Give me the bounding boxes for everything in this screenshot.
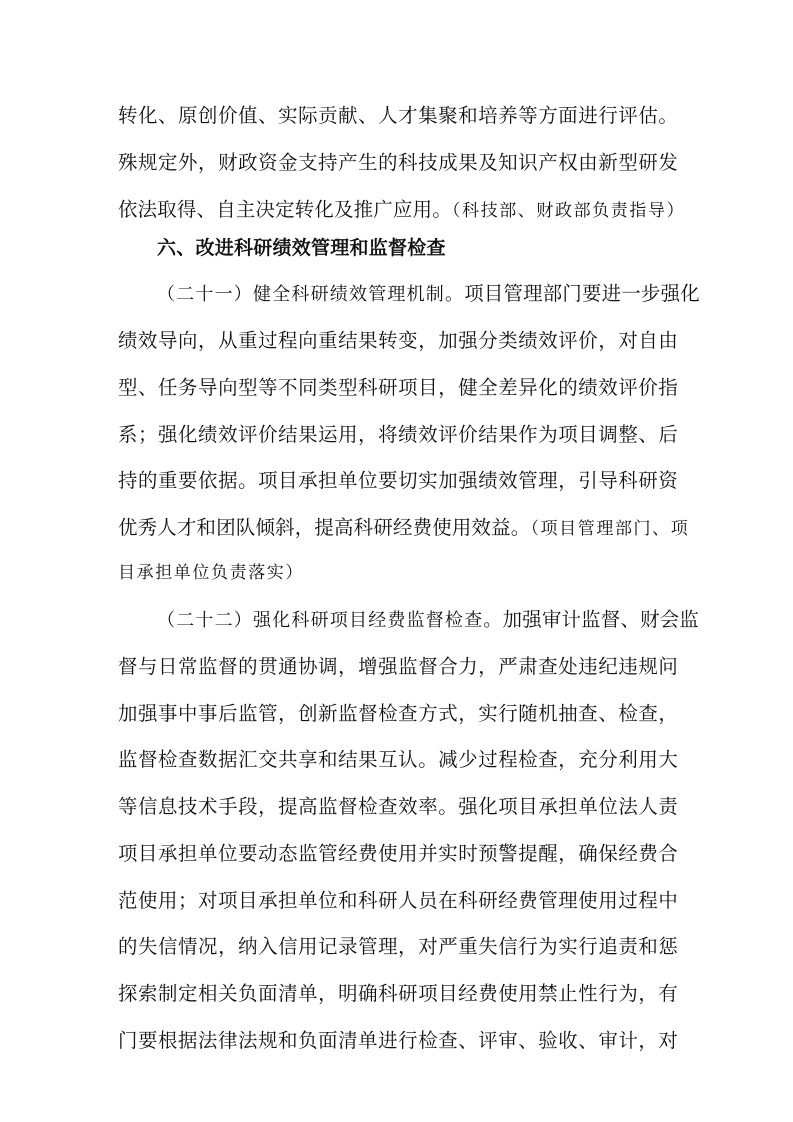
responsibility-note: （科技部、财政部负责指导）	[451, 201, 686, 221]
paragraph-text: 加强审计监督、财会监	[502, 608, 700, 631]
paragraph-line: 绩效导向，从重过程向重结果转变，加强分类绩效评价，对自由	[118, 329, 678, 352]
clause-title: （二十二）强化科研项目经费监督检查。	[157, 610, 503, 631]
paragraph-line: 督与日常监督的贯通协调，增强监督合力，严肃查处违纪违规问	[118, 655, 678, 678]
paragraph-line: 加强事中事后监管，创新监督检查方式，实行随机抽查、检查，	[118, 702, 678, 725]
clause-title: （二十一）健全科研绩效管理机制。	[157, 284, 465, 305]
paragraph-text: 项目管理部门要进一步强化	[464, 282, 700, 305]
paragraph-line: 的失信情况，纳入信用记录管理，对严重失信行为实行追责和惩	[118, 935, 678, 958]
paragraph-line: 门要根据法律法规和负面清单进行检查、评审、验收、审计，对	[118, 1029, 678, 1052]
paragraph-text: 优秀人才和团队倾斜，提高科研经费使用效益。	[118, 516, 531, 539]
paragraph-line: 持的重要依据。项目承担单位要切实加强绩效管理，引导科研资	[118, 469, 678, 492]
section-heading: 六、改进科研绩效管理和监督检查	[157, 237, 446, 259]
paragraph-line: 等信息技术手段，提高监督检查效率。强化项目承担单位法人责	[118, 795, 678, 818]
paragraph-line	[157, 600, 700, 640]
paragraph-line: 探索制定相关负面清单，明确科研项目经费使用禁止性行为，有	[118, 982, 678, 1005]
paragraph-line	[157, 274, 700, 314]
paragraph-line: 转化、原创价值、实际贡献、人才集聚和培养等方面进行评估。	[118, 104, 678, 127]
paragraph-line	[118, 190, 686, 230]
paragraph-line	[118, 508, 690, 548]
paragraph-line: 项目承担单位要动态监管经费使用并实时预警提醒，确保经费合	[118, 842, 678, 865]
paragraph-line: 型、任务导向型等不同类型科研项目，健全差异化的绩效评价指	[118, 376, 678, 399]
paragraph-line: 系；强化绩效评价结果运用，将绩效评价结果作为项目调整、后	[118, 423, 678, 446]
responsibility-note: （项目管理部门、项	[530, 519, 690, 539]
paragraph-line: 殊规定外，财政资金支持产生的科技成果及知识产权由新型研发	[118, 151, 678, 174]
paragraph-text: 依法取得、自主决定转化及推广应用。	[118, 198, 452, 221]
paragraph-line: 范使用；对项目承担单位和科研人员在科研经费管理使用过程中	[118, 889, 678, 912]
paragraph-line: 监督检查数据汇交共享和结果互认。减少过程检查，充分利用大	[118, 748, 678, 771]
responsibility-note: 目承担单位负责落实）	[118, 563, 304, 583]
